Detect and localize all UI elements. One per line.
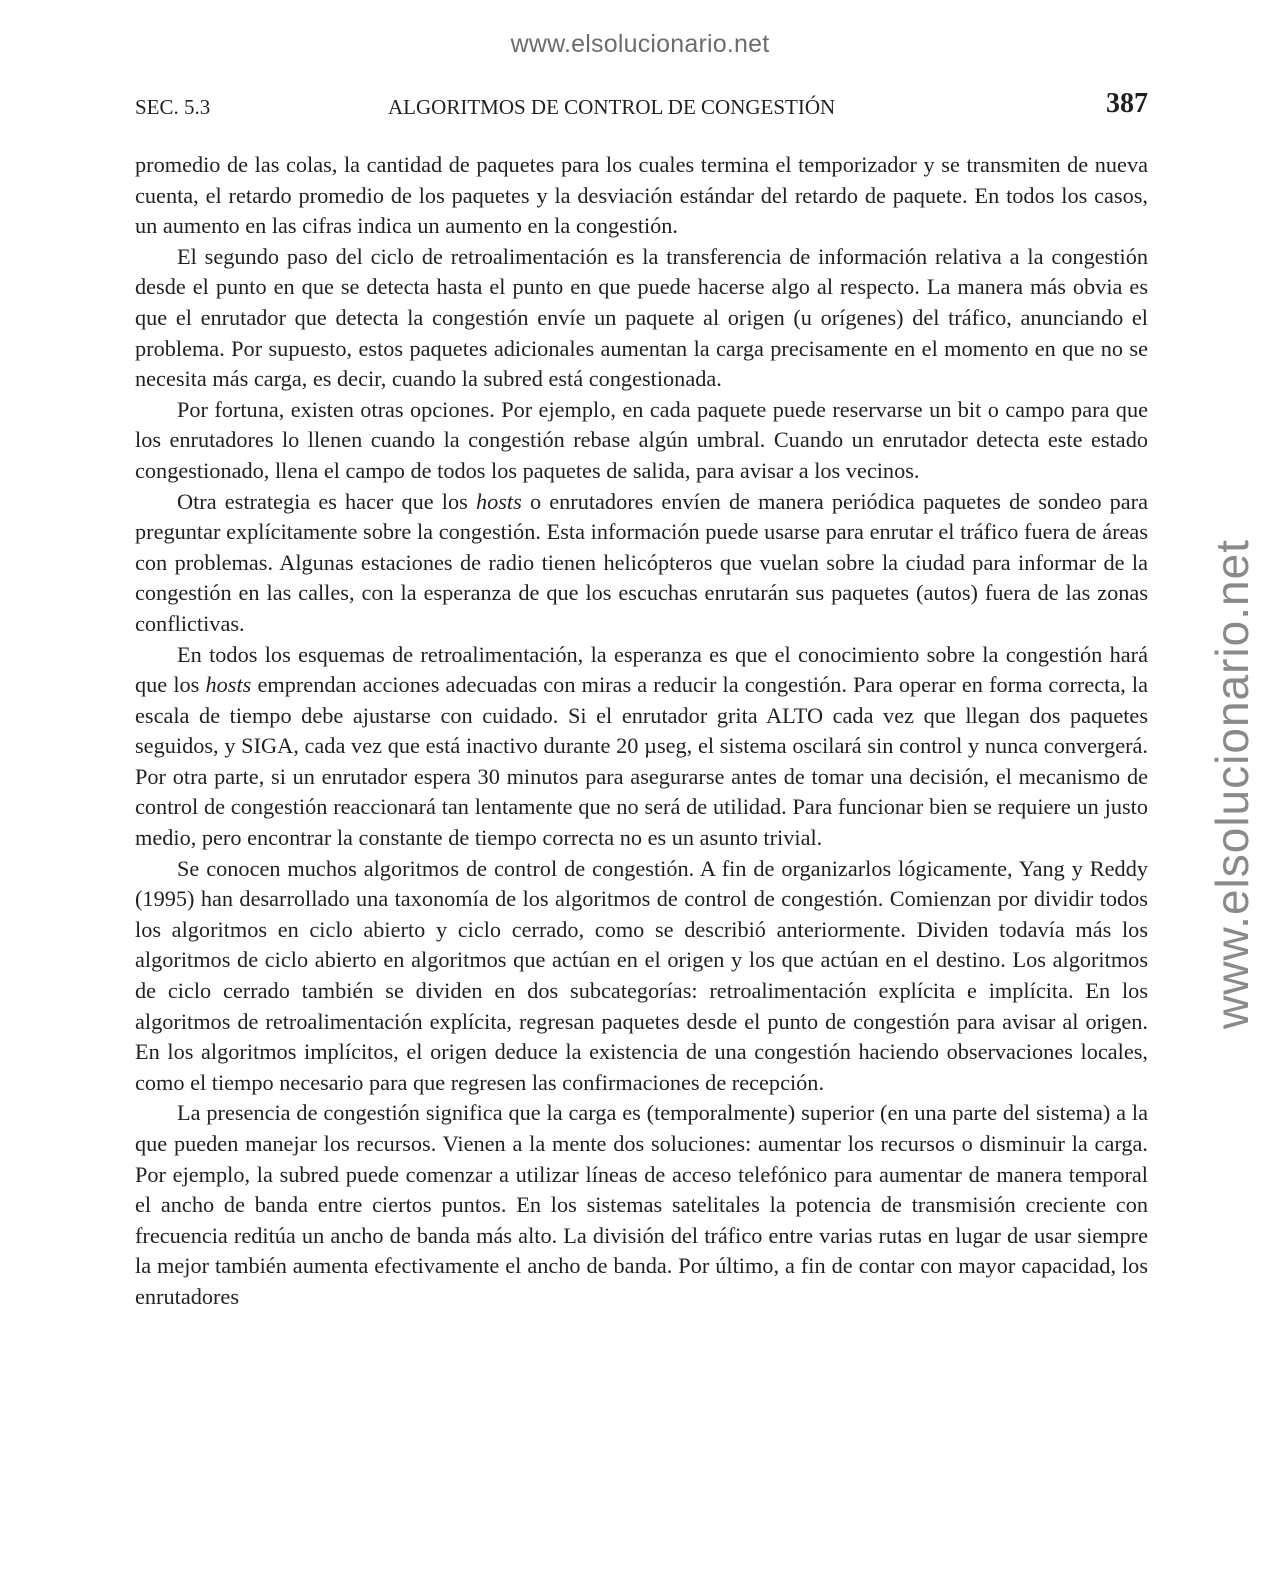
paragraph-4-part-b: o enrutadores envíen de manera periódica paquetes de sondeo para preguntar explícitamente sobre la congestión. Esta información puede usarse para enrutar el tráfico fuera de áreas con problemas. Algunas estaciones de radio tienen helicópteros que vuelan sobre la ciudad para informar de la congestión en las calles, con la esperanza de que los escuchas enrutarán sus paquetes (autos) fuera de las zonas conflictivas. xyxy=(135,488,1148,636)
paragraph-4-part-a: Otra estrategia es hacer que los xyxy=(177,488,468,514)
paragraph-5-part-b: emprendan acciones adecuadas con miras a reducir la congestión. Para operar en forma correcta, la escala de tiempo debe ajustarse con cuidado. Si el enrutador grita ALTO cada vez que llegan dos paquetes seguidos, y SIGA, cada vez que está inactivo durante 20 µseg, el sistema oscilará sin control y nunca convergerá. Por otra parte, si un enrutador espera 30 minutos para asegurarse antes de tomar una decisión, el mecanismo de control de congestión reaccionará tan lentamente que no será de utilidad. Para funcionar bien se requiere un justo medio, pero encontrar la constante de tiempo correcta no es un asunto trivial. xyxy=(135,672,1149,851)
paragraph-3: Por fortuna, existen otras opciones. Por ejemplo, en cada paquete puede reservarse un bit o campo para que los enrutadores lo llenen cuando la congestión rebase algún umbral. Cuando un enrutador detecta este estado congestionado, llena el campo de todos los paquetes de salida, para avisar a los vecinos. xyxy=(135,396,1148,483)
watermark-side: www.elsolucionario.net xyxy=(1206,539,1258,1029)
page-number: 387 xyxy=(1106,88,1148,119)
paragraph-5-part-a: En todos los esquemas de retroalimentación, la esperanza es que el conocimiento sobre la congestión hará que los xyxy=(135,641,1148,698)
hosts-term: hosts xyxy=(475,488,522,514)
paragraph-5 xyxy=(135,640,1148,854)
body-text xyxy=(135,150,1148,1313)
chapter-title: ALGORITMOS DE CONTROL DE CONGESTIÓN xyxy=(388,95,836,119)
paragraph-6: Se conocen muchos algoritmos de control de congestión. A fin de organizarlos lógicamente, Yang y Reddy (1995) han desarrollado una taxonomía de los algoritmos de control de congestión. Comienzan por dividir todos los algoritmos en ciclo abierto y ciclo cerrado, como se describió anteriormente. Dividen todavía más los algoritmos de ciclo abierto en algoritmos que actúan en el origen y los que actúan en el destino. Los algoritmos de ciclo cerrado también se dividen en dos subcategorías: retroalimentación explícita e implícita. En los algoritmos de retroalimentación explícita, regresan paquetes desde el punto de congestión para avisar al origen. En los algoritmos implícitos, el origen deduce la existencia de una congestión haciendo observaciones locales, como el tiempo necesario para que regresen las confirmaciones de recepción. xyxy=(135,855,1148,1095)
paragraph-2: El segundo paso del ciclo de retroalimentación es la transferencia de información relativa a la congestión desde el punto en que se detecta hasta el punto en que puede hacerse algo al respecto. La manera más obvia es que el enrutador que detecta la congestión envíe un paquete al origen (u orígenes) del tráfico, anunciando el problema. Por supuesto, estos paquetes adicionales aumentan la carga precisamente en el momento en que no se necesita más carga, es decir, cuando la subred está congestionada. xyxy=(135,243,1148,392)
paragraph-4 xyxy=(135,487,1148,640)
hosts-term: hosts xyxy=(205,672,252,698)
section-label: SEC. 5.3 xyxy=(135,95,211,119)
running-head xyxy=(135,88,1148,122)
paragraph-7: La presencia de congestión significa que la carga es (temporalmente) superior (en una parte del sistema) a la que pueden manejar los recursos. Vienen a la mente dos soluciones: aumentar los recursos o disminuir la carga. Por ejemplo, la subred puede comenzar a utilizar líneas de acceso telefónico para aumentar de manera temporal el ancho de banda entre ciertos puntos. En los sistemas satelitales la potencia de transmisión creciente con frecuencia reditúa un ancho de banda más alto. La división del tráfico entre varias rutas en lugar de usar siempre la mejor también aumenta efectivamente el ancho de banda. Por último, a fin de contar con mayor capacidad, los enrutadores xyxy=(135,1100,1148,1309)
watermark-top: www.elsolucionario.net xyxy=(510,30,770,58)
paragraph-1: promedio de las colas, la cantidad de paquetes para los cuales termina el temporizador y se transmiten de nueva cuenta, el retardo promedio de los paquetes y la desviación estándar del retardo de paquete. En todos los casos, un aumento en las cifras indica un aumento en la congestión. xyxy=(135,152,1148,239)
